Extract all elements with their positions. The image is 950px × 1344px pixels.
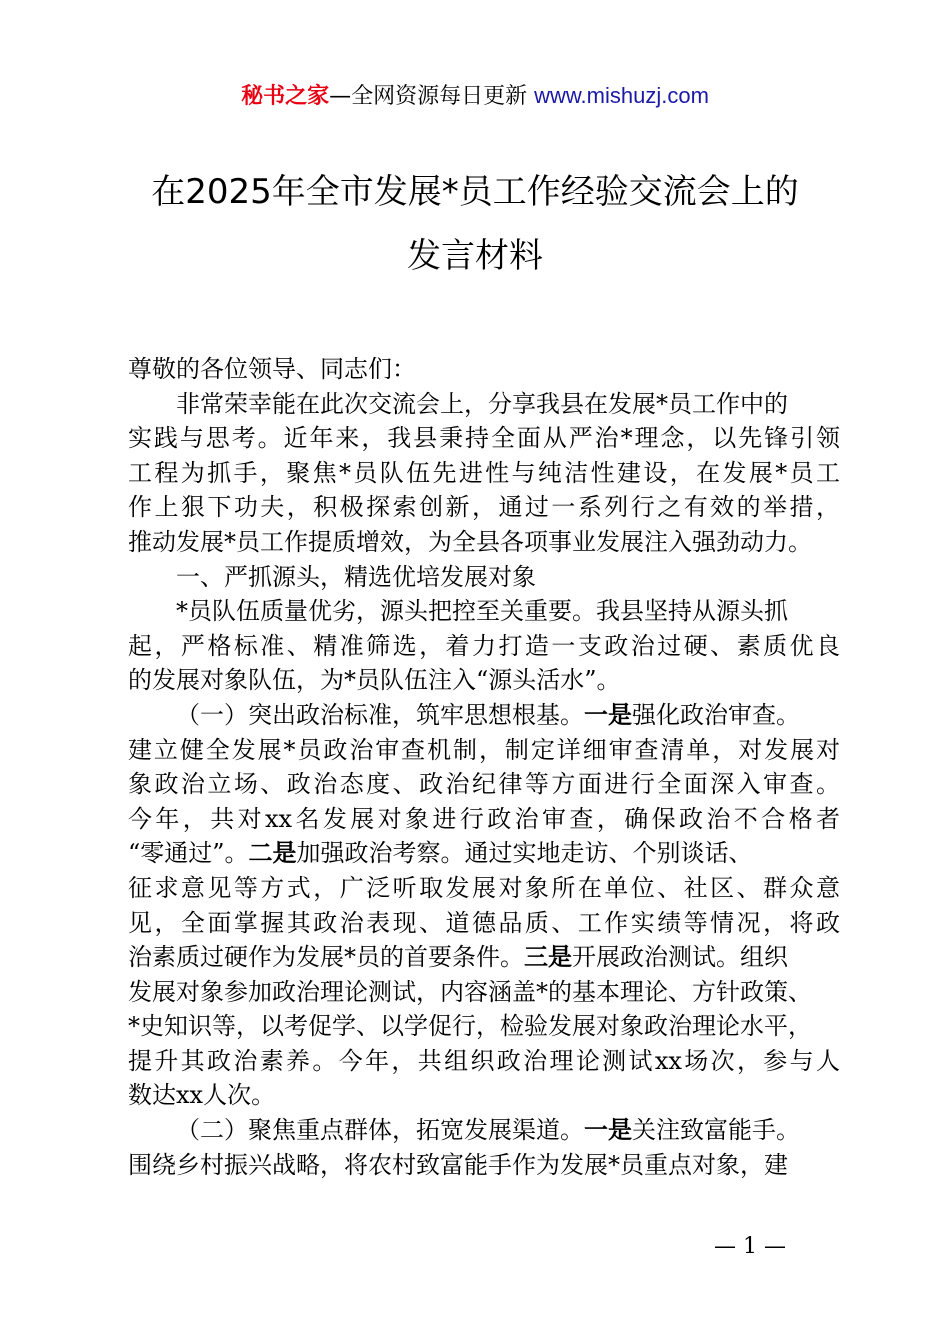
site-header xyxy=(0,80,950,113)
text-line: 数达xx人次。 xyxy=(128,1081,276,1110)
text-span: 开展政治测试。组织 xyxy=(572,943,788,972)
text-line xyxy=(128,836,840,871)
section-heading-1: 一、严抓源头，精选优培发展对象 xyxy=(176,562,536,591)
text-line: 作上狠下功夫，积极探索创新，通过一系列行之有效的举措， xyxy=(128,493,840,522)
page-number: — 1 — xyxy=(714,1234,786,1259)
salutation: 尊敬的各位领导、同志们： xyxy=(128,355,416,383)
text-line xyxy=(128,940,840,975)
point-marker: 二是 xyxy=(248,838,297,868)
text-line: *员队伍质量优劣，源头把控至关重要。我县坚持从源头抓 xyxy=(176,597,788,626)
text-span: “零通过”。 xyxy=(128,839,249,868)
text-line: 工程为抓手，聚焦*员队伍先进性与纯洁性建设，在发展*员工 xyxy=(128,458,840,487)
text-line: 非常荣幸能在此次交流会上，分享我县在发展*员工作中的 xyxy=(176,389,788,418)
site-brand: 秘书之家 xyxy=(241,84,330,109)
title-line-1: 在2025年全市发展*员工作经验交流会上的 xyxy=(151,172,799,212)
text-line: 见，全面掌握其政治表现、道德品质、工作实绩等情况，将政 xyxy=(128,908,840,937)
text-line: 发展对象参加政治理论测试，内容涵盖*的基本理论、方针政策、 xyxy=(128,977,812,1006)
title-line-2: 发言材料 xyxy=(407,236,543,276)
text-line: 围绕乡村振兴战略，将农村致富能手作为发展*员重点对象，建 xyxy=(128,1150,788,1179)
text-span: 加强政治考察。通过实地走访、个别谈话、 xyxy=(296,839,753,868)
text-line: 提升其政治素养。今年，共组织政治理论测试xx场次，参与人 xyxy=(128,1046,840,1075)
text-span: 治素质过硬作为发展*员的首要条件。 xyxy=(128,943,524,972)
site-tagline: —全网资源每日更新 xyxy=(329,84,535,109)
point-marker: 三是 xyxy=(524,942,572,972)
text-line: 象政治立场、政治态度、政治纪律等方面进行全面深入审查。 xyxy=(128,770,840,799)
text-line: *史知识等，以考促学、以学促行，检验发展对象政治理论水平， xyxy=(128,1012,812,1041)
site-url[interactable]: www.mishuzj.com xyxy=(534,83,709,108)
text-line: 实践与思考。近年来，我县秉持全面从严治*理念，以先锋引领 xyxy=(128,424,840,453)
point-marker: 一是 xyxy=(584,699,632,729)
text-line: 建立健全发展*员政治审查机制，制定详细审查清单，对发展对 xyxy=(128,735,840,764)
text-line: 推动发展*员工作提质增效，为全县各项事业发展注入强劲动力。 xyxy=(128,527,812,556)
text-line: 征求意见等方式，广泛听取发展对象所在单位、社区、群众意 xyxy=(128,873,840,902)
subsection-heading-2 xyxy=(128,1113,840,1148)
document-title xyxy=(100,160,850,288)
text-line: 的发展对象队伍，为*员队伍注入“源头活水”。 xyxy=(128,666,621,695)
text-line: 今年，共对xx名发展对象进行政治审查，确保政治不合格者 xyxy=(128,804,840,833)
subsection-heading-1 xyxy=(128,698,840,733)
text-span: 强化政治审查。 xyxy=(632,700,800,729)
text-line: 起，严格标准、精准筛选，着力打造一支政治过硬、素质优良 xyxy=(128,631,840,660)
subsection-title: （一）突出政治标准，筑牢思想根基。 xyxy=(176,700,584,729)
document-body xyxy=(128,352,840,1182)
point-marker: 一是 xyxy=(584,1115,632,1145)
subsection-title: （二）聚焦重点群体，拓宽发展渠道。 xyxy=(176,1116,584,1145)
text-span: 关注致富能手。 xyxy=(632,1116,800,1145)
